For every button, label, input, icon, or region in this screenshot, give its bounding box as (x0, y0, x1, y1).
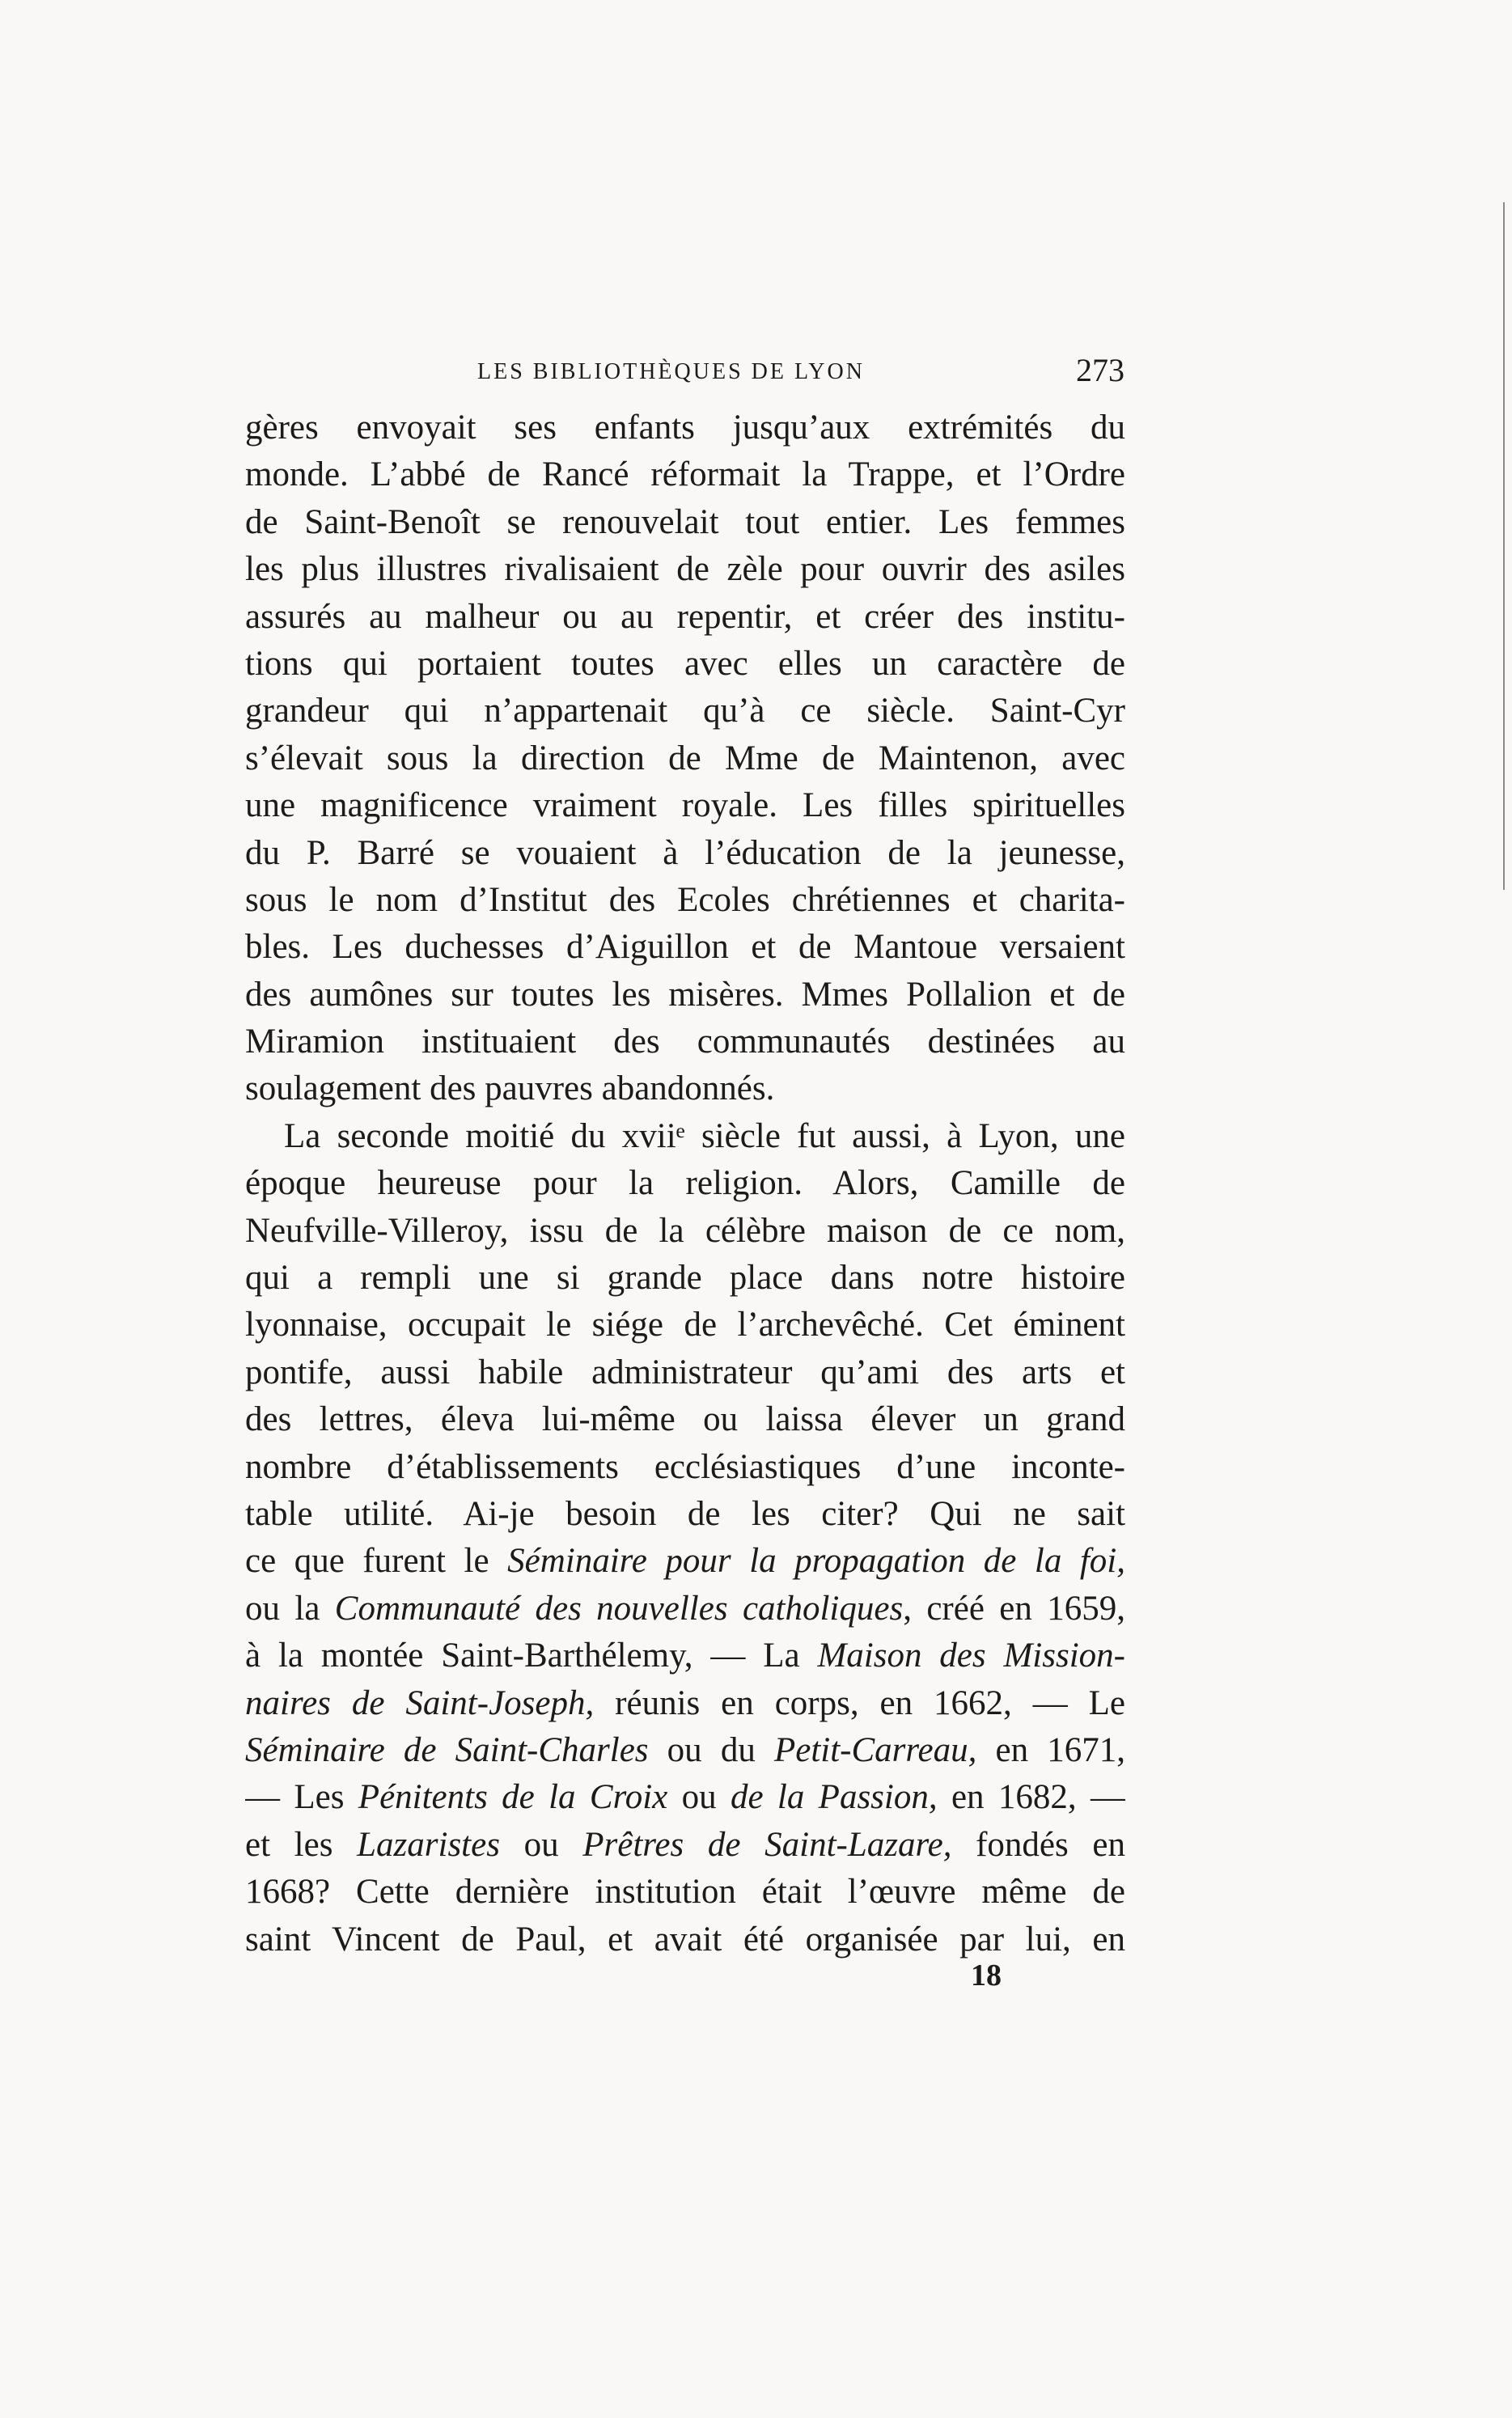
paragraph-start-line: La seconde moitié du xviiᵉ siècle fut aussi, à Lyon, une (284, 1116, 1125, 1155)
text-line (245, 1586, 1125, 1632)
line-segment: ou (667, 1778, 731, 1817)
line-segment: ou la (245, 1589, 335, 1628)
signature-mark: 18 (971, 1959, 1002, 1992)
text-line (245, 1727, 1125, 1774)
line-segment: — Les (245, 1778, 358, 1817)
text-line: des aumônes sur toutes les misères. Mmes Pollalion et de (245, 975, 1125, 1014)
text-line: saint Vincent de Paul, et avait été organisée par lui, en (245, 1920, 1125, 1959)
text-line: Neufville-Villeroy, issu de la célèbre maison de ce nom, (245, 1211, 1125, 1250)
line-segment: fondés en (951, 1825, 1125, 1864)
italic-title: Séminaire de Saint-Charles (245, 1730, 649, 1769)
line-segment: ou du (648, 1730, 774, 1769)
text-line: une magnificence vraiment royale. Les filles spirituelles (245, 786, 1125, 825)
text-line: des lettres, éleva lui-même ou laissa élever un grand (245, 1400, 1125, 1439)
text-line: époque heureuse pour la religion. Alors, Camille de (245, 1164, 1125, 1203)
line-segment: ou (499, 1825, 583, 1864)
running-title: LES BIBLIOTHÈQUES DE LYON (477, 359, 865, 384)
text-line: pontife, aussi habile administrateur qu’ami des arts et (245, 1353, 1125, 1391)
italic-title: Prêtres de Saint-Lazare, (582, 1825, 952, 1864)
text-line: nombre d’établissements ecclésiastiques d’une inconte- (245, 1447, 1125, 1486)
text-line: table utilité. Ai-je besoin de les citer? Qui ne sait (245, 1494, 1125, 1533)
text-line: 1668? Cette dernière institution était l’œuvre même de (245, 1873, 1125, 1912)
text-line: lyonnaise, occupait le siége de l’archevêché. Cet éminent (245, 1306, 1125, 1345)
body-text (245, 404, 1125, 1963)
page-number: 273 (1076, 352, 1124, 388)
line-segment: en 1671, (976, 1730, 1125, 1769)
italic-title: Séminaire pour la propagation de la foi, (507, 1542, 1125, 1581)
line-segment: en 1682, — (937, 1778, 1125, 1817)
text-line: les plus illustres rivalisaient de zèle pour ouvrir des asiles (245, 550, 1125, 589)
text-line: grandeur qui n’appartenait qu’à ce siècle. Saint-Cyr (245, 692, 1125, 730)
text-line: qui a rempli une si grande place dans notre histoire (245, 1259, 1125, 1298)
line-segment: et les (245, 1825, 358, 1864)
text-line (245, 1774, 1125, 1821)
text-line: tions qui portaient toutes avec elles un caractère de (245, 644, 1125, 683)
text-line (245, 1822, 1125, 1869)
italic-title: Maison des Mission- (817, 1637, 1125, 1675)
italic-title: naires de Saint-Joseph, (245, 1683, 595, 1722)
text-line (245, 1680, 1125, 1727)
italic-title: Pénitents de la Croix (358, 1778, 668, 1817)
text-line: monde. L’abbé de Rancé réformait la Trappe, et l’Ordre (245, 455, 1125, 494)
line-segment: à la montée Saint-Barthélemy, — La (245, 1637, 818, 1675)
text-line: assurés au malheur ou au repentir, et créer des institu- (245, 597, 1125, 636)
text-line: s’élevait sous la direction de Mme de Maintenon, avec (245, 739, 1125, 777)
text-line: gères envoyait ses enfants jusqu’aux extrémités du (245, 409, 1125, 447)
text-line: soulagement des pauvres abandonnés. (245, 1069, 775, 1108)
italic-title: Communauté des nouvelles catholiques (334, 1589, 904, 1628)
text-line: Miramion instituaient des communautés destinées au (245, 1023, 1125, 1061)
text-line (245, 1632, 1125, 1679)
line-segment: réunis en corps, en 1662, — Le (594, 1683, 1125, 1722)
scan-edge-line (1503, 202, 1505, 890)
italic-title: Lazaristes (357, 1825, 500, 1864)
text-line: sous le nom d’Institut des Ecoles chrétiennes et charita- (245, 880, 1125, 919)
text-line: bles. Les duchesses d’Aiguillon et de Mantoue versaient (245, 928, 1125, 967)
italic-title: de la Passion, (730, 1778, 938, 1817)
text-line: de Saint-Benoît se renouvelait tout entier. Les femmes (245, 502, 1125, 541)
page-header (243, 348, 1124, 404)
line-segment: ce que furent le (245, 1542, 508, 1581)
text-line: du P. Barré se vouaient à l’éducation de la jeunesse, (245, 833, 1125, 872)
text-line (245, 1538, 1125, 1585)
italic-title: Petit-Carreau, (773, 1730, 977, 1769)
line-segment: , créé en 1659, (903, 1589, 1125, 1628)
